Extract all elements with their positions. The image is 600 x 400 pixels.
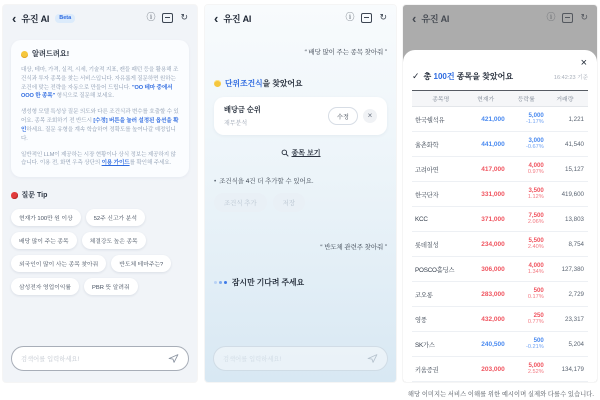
change-amount: 5,000 [528,111,544,119]
change-amount: 7,500 [528,211,544,219]
screen-results [403,5,597,382]
table-row[interactable] [412,157,588,182]
table-row[interactable] [412,257,588,282]
stock-volume: 419,600 [561,190,584,198]
change-amount: 500 [533,286,544,294]
info-icon[interactable]: ⓘ [345,12,355,23]
tip-chip[interactable]: 현재가 100만 원 이상 [11,209,81,226]
stock-price: 441,000 [481,140,505,148]
stock-price: 421,000 [481,115,505,123]
stock-volume: 41,540 [565,140,584,148]
chat-input-placeholder: 검색어를 입력하세요! [21,356,80,363]
stock-price: 203,000 [481,365,505,373]
stock-volume: 127,380 [561,265,584,273]
table-row[interactable] [412,307,588,332]
send-icon[interactable] [168,353,179,364]
close-icon[interactable]: × [580,57,587,69]
loading-dot-icon [214,281,217,284]
change-percent: 2.40% [527,244,544,251]
stock-volume: 134,179 [561,365,584,373]
stock-price: 234,000 [481,240,505,248]
notice-paragraph [21,108,179,143]
app-title: 유진 AI [223,13,252,24]
view-stocks-label: 종목 보기 [291,150,321,157]
change-amount: 4,000 [528,261,544,269]
loading-indicator [214,277,387,288]
send-icon[interactable] [367,353,378,364]
table-row[interactable] [412,332,588,357]
app-title: 유진 AI [421,13,450,24]
change-amount: 3,500 [528,186,544,194]
stock-price: 371,000 [481,215,505,223]
found-keyword: 단위조건식 [225,79,263,88]
screen-conversation [205,5,396,382]
notice-text: 하세요. 질문 유형을 계속 학습하여 정확도를 높여나갈 예정입니다. [21,126,176,142]
change-amount: 5,000 [528,361,544,369]
stock-name: 영풍 [415,316,427,324]
condition-title: 배당금 순위 [224,105,261,114]
result-timestamp: 16:42:23 기준 [553,75,588,81]
tip-title: 질문 Tip [21,192,48,200]
stock-price: 417,000 [481,165,505,173]
chat-input-placeholder: 검색어를 입력하세요! [223,356,282,363]
stock-change [509,312,546,326]
notice-paragraph [21,66,179,101]
column-header: 현재가 [477,97,495,103]
notice-text: 대상, 테마, 가격, 실적, 시세, 기술적 지표, 캔들 패턴 등을 활용해 조건식과 투자 종목을 찾는 서비스입니다. 자유롭게 질문하면 원하는 조건에 맞는 전략을 자동으로 만들어 드립니다. [21,67,179,91]
loading-text: 잠시만 기다려 주세요 [232,278,305,287]
change-percent: 2.06% [527,219,544,226]
stock-volume: 2,729 [568,290,584,298]
notice-card [11,40,189,177]
stock-change [509,237,546,251]
stock-change [509,112,546,126]
stock-name: 한국단자 [415,191,439,199]
refresh-icon[interactable]: ↻ [180,12,188,23]
tip-chip[interactable]: 반도체 테마주는? [111,255,171,272]
stock-volume: 13,803 [565,215,584,223]
back-icon[interactable]: ‹ [412,10,417,26]
stock-change [509,212,546,226]
stock-change [509,187,546,201]
loading-dot-icon [219,281,222,284]
condition-card [214,97,387,135]
app-header [205,5,396,31]
notice-highlight: [수정] 버튼을 눌러 설정된 옵션을 확인 [21,118,179,133]
tip-chip[interactable]: 체결강도 높은 종목 [82,232,146,249]
stock-name: KCC [415,215,428,223]
stock-change [509,137,546,151]
stock-name: SK가스 [415,341,435,349]
back-icon[interactable]: ‹ [12,10,17,26]
bulb-icon [214,80,221,87]
table-header-row [412,90,588,107]
note-text: 조건식을 4건 더 추가할 수 있어요. [219,178,314,185]
stock-name: 키움증권 [415,366,439,374]
notice-text: 를 확인해 주세요. [129,160,172,167]
notice-paragraph [21,151,179,169]
result-count: 100건 [433,72,455,81]
stock-price: 283,000 [481,290,505,298]
notice-text: 생성형 모델 특성상 질문 의도와 다른 조건식과 변수를 호출할 수 있어요. 종목 조회하기 전 반드시 [21,109,179,125]
view-stocks-link[interactable] [214,148,387,158]
result-prefix: 총 [423,72,434,81]
table-row[interactable] [412,107,588,132]
table-row[interactable] [412,357,588,382]
remove-condition-icon[interactable]: × [363,109,377,123]
change-percent: -1.17% [526,119,544,126]
stock-table-body [412,107,588,382]
stock-price: 432,000 [481,315,505,323]
table-row[interactable] [412,207,588,232]
usage-guide-link[interactable]: 이용 가이드 [101,160,130,167]
stock-name: 한국쉘석유 [415,116,445,124]
notice-text: 일반적인 LLM이 제공하는 시장 현황이나 상식 정보는 제공하지 않습니다. 이용 전, 화면 우측 상단의 [21,151,176,167]
change-amount: 5,500 [528,236,544,244]
stock-change [509,337,546,351]
found-suffix: 을 찾았어요 [262,79,303,88]
stock-volume: 8,754 [568,240,584,248]
archive-box-icon[interactable] [361,13,372,23]
stock-price: 331,000 [481,190,505,198]
stock-name: 고려아연 [415,166,439,174]
stock-price: 240,500 [481,340,505,348]
refresh-icon[interactable]: ↻ [379,12,387,23]
change-percent: 0.17% [527,294,544,301]
change-amount: 3,000 [528,136,544,144]
table-row[interactable] [412,182,588,207]
beta-badge: Beta [55,14,75,23]
results-bottom-sheet [403,50,597,382]
notice-title: 알려드려요! [32,49,70,58]
stock-name: 롯데칠성 [415,241,439,249]
change-percent: 1.12% [527,194,544,201]
column-header: 거래량 [556,97,574,103]
tip-chip-list [11,209,189,295]
add-condition-button[interactable]: 조건식 추가 [214,193,267,212]
result-suffix: 종목을 찾았어요 [454,72,514,81]
back-icon[interactable]: ‹ [214,10,219,26]
found-message [225,78,303,89]
info-icon[interactable]: ⓘ [546,12,556,23]
column-header: 종목명 [432,97,450,103]
table-row[interactable] [412,282,588,307]
pin-icon [11,192,18,199]
screen-welcome [3,5,197,382]
app-title: 유진 AI [21,13,50,24]
stock-change [509,287,546,301]
notice-text: 형식으로 질문해 보세요. [55,93,114,100]
stock-name: POSCO홀딩스 [415,266,455,274]
app-header [403,5,597,31]
disclaimer-caption: 해당 이미지는 서비스 이해를 위한 예시이며 실제와 다를수 있습니다. [407,391,594,398]
change-percent: 1.34% [527,269,544,276]
table-row[interactable] [412,232,588,257]
change-amount: 250 [533,311,544,319]
info-icon[interactable]: ⓘ [146,12,156,23]
archive-box-icon[interactable] [162,13,173,23]
tip-chip[interactable]: 외국인이 많이 사는 종목 찾아줘 [11,255,106,272]
loading-dot-icon [224,281,227,284]
tip-chip[interactable]: 삼성전자 영업이익률 [11,278,79,295]
stock-volume: 1,221 [568,115,584,123]
table-row[interactable] [412,132,588,157]
result-text [424,71,514,82]
user-message: “ 배당 많이 주는 종목 찾아줘 ” [304,49,387,56]
condition-category: 재무분석 [224,121,248,127]
change-percent: 0.97% [527,169,544,176]
check-icon: ✓ [412,72,420,82]
stock-volume: 5,204 [568,340,584,348]
bullet-icon: • [214,178,217,185]
save-button[interactable]: 저장 [273,193,305,212]
stock-price: 306,000 [481,265,505,273]
bell-icon [21,51,28,58]
change-percent: -0.21% [526,344,544,351]
archive-box-icon[interactable] [562,13,573,23]
result-summary [412,71,588,82]
stock-volume: 15,127 [565,165,584,173]
stock-name: 율촌화학 [415,141,439,149]
refresh-icon[interactable]: ↻ [580,12,588,23]
notice-highlight: "OO 테마 중에서 OOO 한 종목" [21,84,173,100]
stock-table [412,90,588,382]
search-icon [281,149,289,157]
chat-input[interactable] [11,346,189,371]
tip-chip[interactable]: 배당 많이 주는 종목 [11,232,77,249]
condition-note [214,176,387,185]
stock-change [509,362,546,376]
change-amount: 500 [533,336,544,344]
stock-change [509,162,546,176]
tip-chip[interactable]: 52주 신고가 분석 [86,209,145,226]
stock-name: 코오롱 [415,291,433,299]
edit-button[interactable]: 수정 [328,107,358,125]
chat-input[interactable] [213,346,388,371]
change-percent: 0.77% [527,319,544,326]
stock-change [509,262,546,276]
user-message: “ 반도체 관련주 찾아줘 ” [320,244,387,251]
change-percent: 2.52% [527,369,544,376]
app-header [3,5,197,31]
column-header: 등락률 [517,97,535,103]
change-amount: 4,000 [528,161,544,169]
change-percent: -0.67% [526,144,544,151]
stock-volume: 23,317 [565,315,584,323]
tip-chip[interactable]: PBR 뜻 알려줘 [84,278,138,295]
